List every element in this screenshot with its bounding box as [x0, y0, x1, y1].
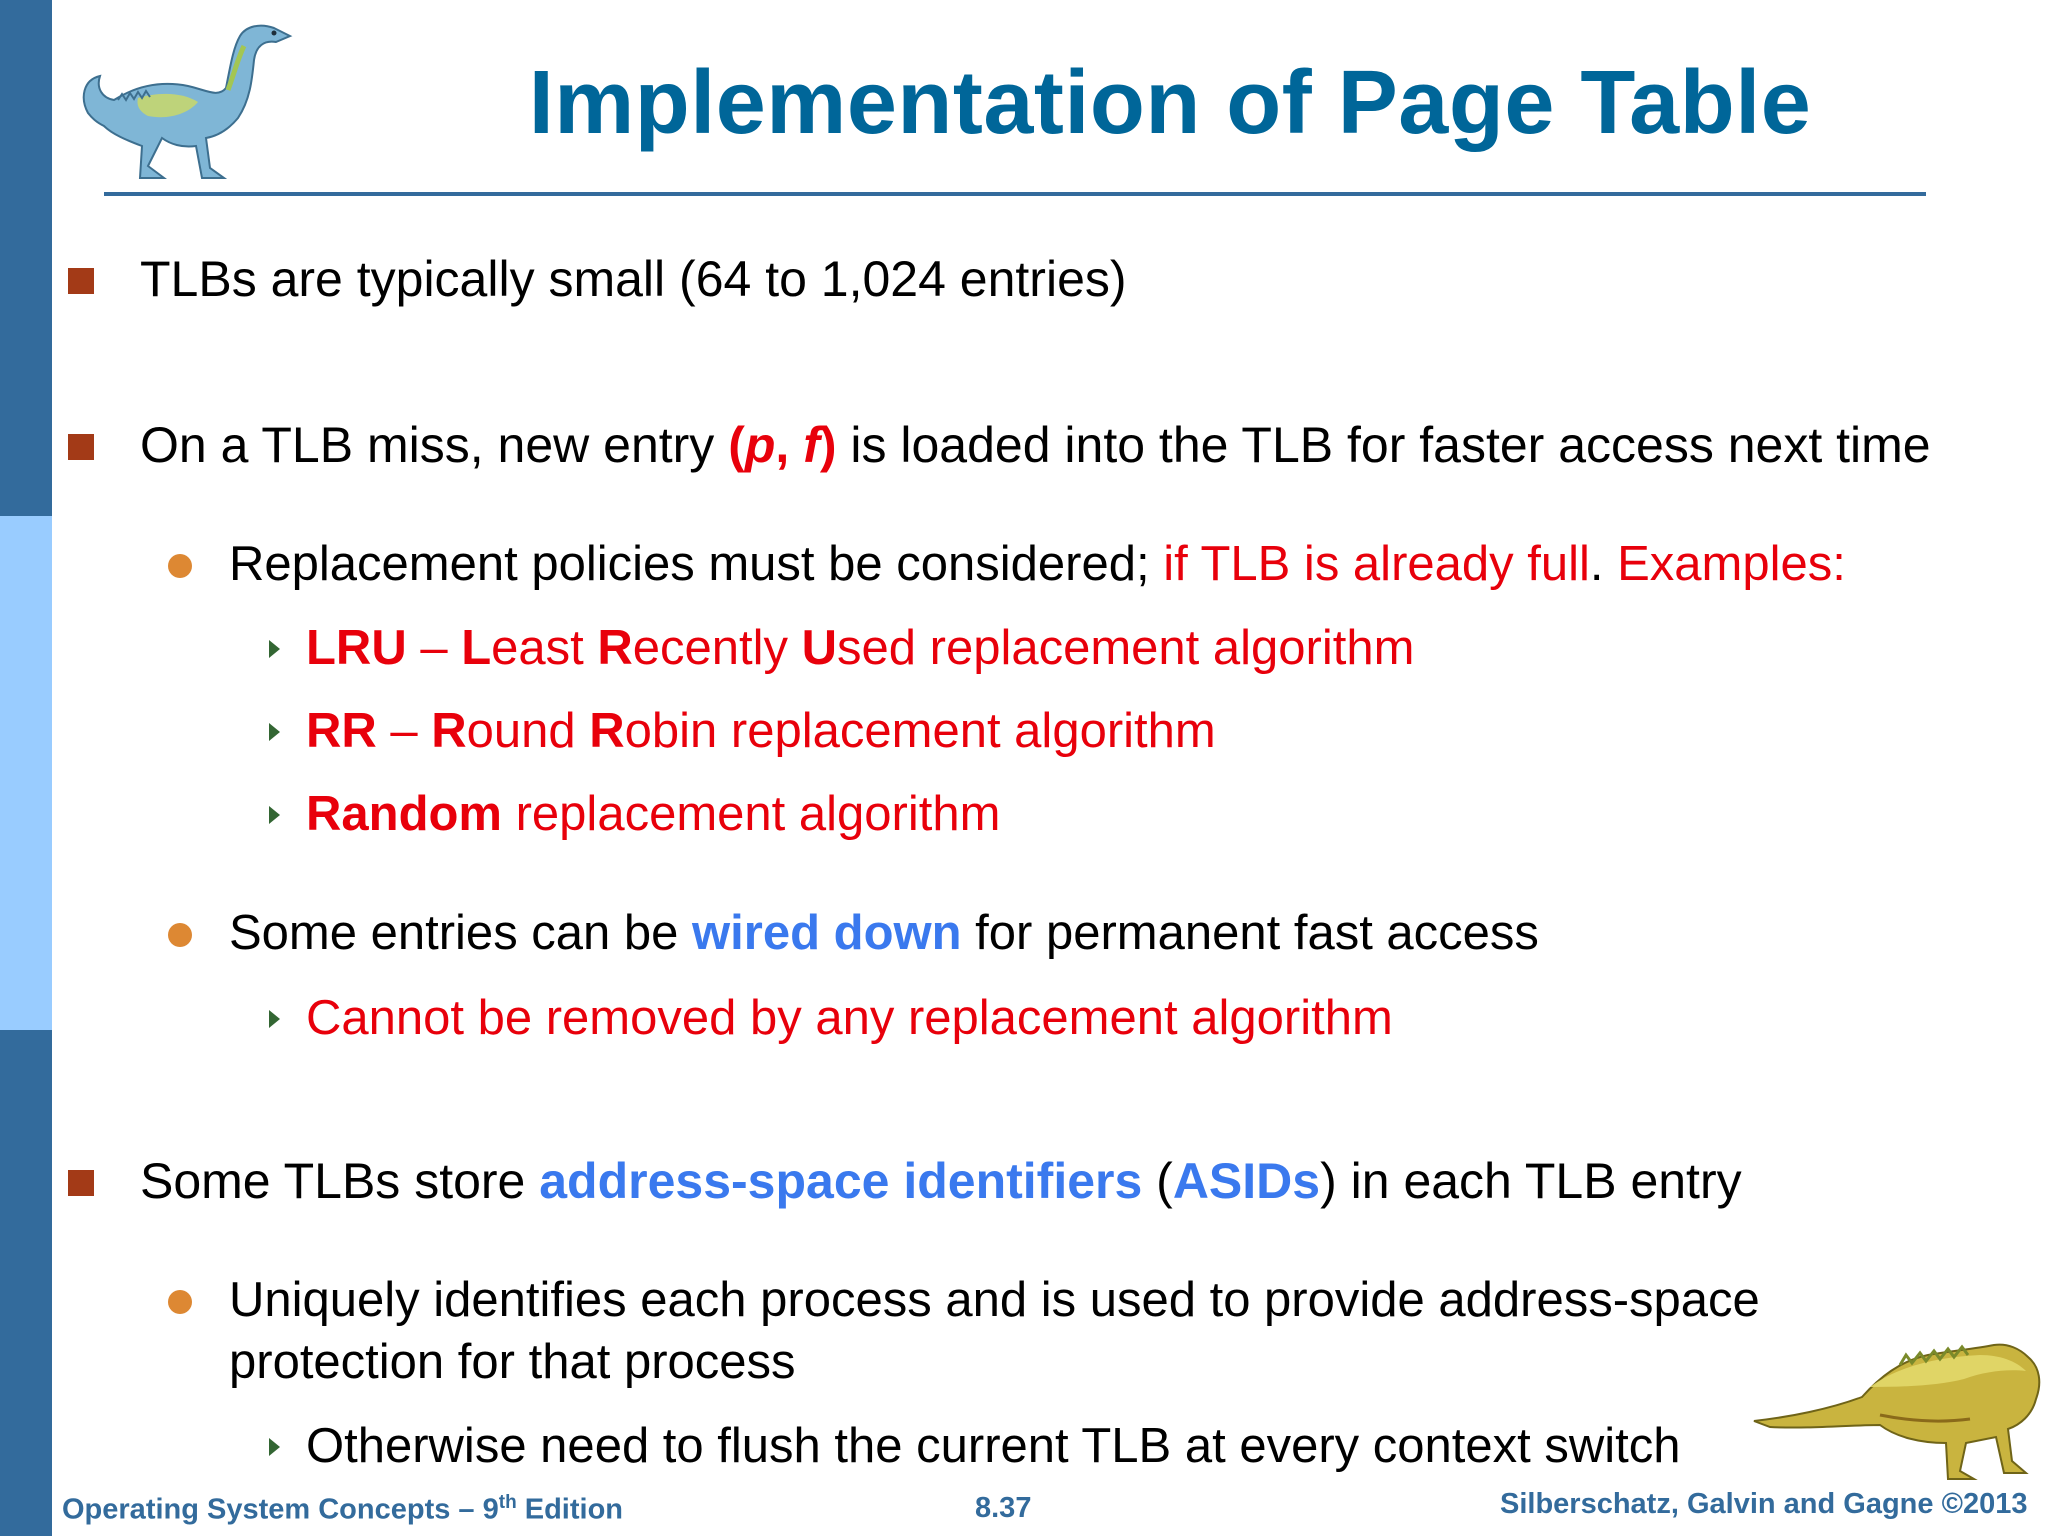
- arrow-bullet-icon: [269, 1010, 280, 1028]
- text-segment: ecently: [632, 621, 802, 675]
- text-segment: p: [744, 417, 776, 473]
- text-segment: Replacement policies must be considered;: [229, 537, 1164, 591]
- text-segment: is loaded into the TLB for faster access next time: [836, 417, 1931, 473]
- text-segment: ,: [775, 417, 804, 473]
- text-segment: R: [431, 704, 467, 758]
- text-segment: (: [728, 417, 745, 473]
- bullet-cannot-be-removed: Cannot be removed by any replacement algorithm: [306, 991, 1393, 1045]
- square-bullet-icon: [68, 434, 94, 460]
- bullet-asids: [140, 1152, 1742, 1210]
- bullet-wired-down: [229, 905, 1539, 961]
- text-segment: east: [491, 621, 598, 675]
- text-segment: Some TLBs store: [140, 1153, 540, 1209]
- text-segment: –: [406, 621, 462, 675]
- sidebar-band-middle: [0, 516, 52, 1030]
- arrow-bullet-icon: [269, 640, 280, 658]
- text-segment: Random: [306, 787, 502, 841]
- text-segment: ound: [466, 704, 590, 758]
- text-segment: R: [597, 621, 633, 675]
- arrow-bullet-icon: [269, 723, 280, 741]
- text-segment: .: [1589, 537, 1618, 591]
- sidebar-band-bottom: [0, 1030, 52, 1536]
- slide-title: Implementation of Page Table: [528, 53, 1812, 153]
- text-segment: for permanent fast access: [961, 906, 1539, 960]
- footer-page-number: 8.37: [975, 1492, 1032, 1524]
- text-segment: (: [1142, 1153, 1173, 1209]
- dinosaur-bottom-right-icon: [1750, 1325, 2048, 1485]
- text-segment: th: [498, 1492, 517, 1513]
- text-segment: U: [801, 621, 838, 675]
- bullet-uniquely-identifies-line1: Uniquely identifies each process and is used to provide address-space: [229, 1273, 1760, 1327]
- text-segment: Some entries can be: [229, 906, 693, 960]
- text-segment: –: [376, 704, 432, 758]
- text-segment: address-space identifiers: [539, 1153, 1143, 1209]
- text-segment: Examples:: [1617, 537, 1846, 591]
- text-segment: LRU: [306, 621, 407, 675]
- text-segment: Edition: [516, 1493, 624, 1526]
- text-segment: Operating System Concepts – 9: [62, 1493, 499, 1526]
- text-segment: if TLB is already full: [1163, 537, 1590, 591]
- bullet-tlb-miss: [140, 416, 1931, 474]
- footer-book-title: [62, 1492, 623, 1527]
- text-segment: On a TLB miss, new entry: [140, 417, 729, 473]
- square-bullet-icon: [68, 1170, 94, 1196]
- dot-bullet-icon: [168, 554, 192, 578]
- text-segment: replacement algorithm: [502, 787, 1001, 841]
- text-segment: wired down: [692, 906, 962, 960]
- text-segment: f: [803, 417, 820, 473]
- bullet-round-robin: [306, 703, 1216, 759]
- text-segment: ASIDs: [1172, 1153, 1321, 1209]
- dinosaur-top-left-icon: [78, 18, 312, 188]
- bullet-uniquely-identifies-line2: protection for that process: [229, 1335, 796, 1389]
- dot-bullet-icon: [168, 1290, 192, 1314]
- arrow-bullet-icon: [269, 1438, 280, 1456]
- dot-bullet-icon: [168, 923, 192, 947]
- bullet-random: [306, 786, 1000, 842]
- sidebar-band-top: [0, 0, 52, 516]
- bullet-lru: [306, 620, 1414, 676]
- title-underline: [104, 192, 1926, 196]
- footer-authors: Silberschatz, Galvin and Gagne ©2013: [1500, 1488, 2028, 1520]
- bullet-tlb-size: TLBs are typically small (64 to 1,024 entries): [140, 251, 1127, 307]
- square-bullet-icon: [68, 268, 94, 294]
- text-segment: sed replacement algorithm: [837, 621, 1415, 675]
- text-segment: obin replacement algorithm: [624, 704, 1216, 758]
- text-segment: RR: [306, 704, 377, 758]
- text-segment: R: [589, 704, 625, 758]
- text-segment: ): [819, 417, 837, 473]
- bullet-flush-tlb: Otherwise need to flush the current TLB at every context switch: [306, 1419, 1681, 1473]
- text-segment: L: [461, 621, 492, 675]
- bullet-replacement-policies: [229, 536, 1846, 592]
- text-segment: ) in each TLB entry: [1320, 1153, 1742, 1209]
- arrow-bullet-icon: [269, 806, 280, 824]
